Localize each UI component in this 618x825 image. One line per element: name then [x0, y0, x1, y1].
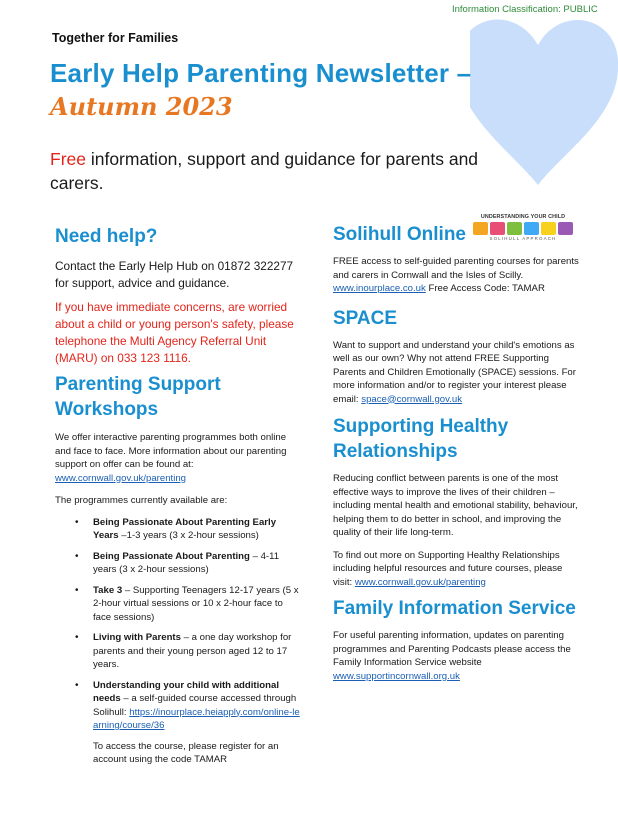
space-heading: SPACE: [333, 307, 398, 329]
space-body-text: Want to support and understand your child's emotions as well as our own? Why not attend FREE Supporting Parents and Children Emotionally (SPACE) sessions. For more information and/or to register your interest please email:: [333, 339, 576, 405]
programmes-list: [55, 516, 303, 733]
kicker: Together for Families: [52, 31, 179, 45]
workshops-heading-line2: Workshops: [55, 399, 159, 420]
programme-detail: –1-3 years (3 x 2-hour sessions): [118, 530, 259, 541]
relationships-heading-line2: Relationships: [333, 441, 458, 462]
intro-rest: information, support and guidance for parents and carers.: [50, 149, 479, 193]
workshops-heading: [55, 372, 303, 422]
intro-text: [50, 147, 520, 195]
solihull-heading: Solihull Online: [333, 224, 466, 245]
classification-label: Information Classification: PUBLIC: [452, 4, 598, 15]
fis-heading: Family Information Service: [333, 598, 576, 619]
programme-item: [55, 516, 303, 543]
bullet: •: [75, 584, 79, 596]
logo-bottom-text: SOLIHULL APPROACH: [489, 236, 557, 241]
workshops-heading-line1: Parenting Support: [55, 374, 221, 395]
solihull-body: [333, 255, 581, 296]
programme-name: Being Passionate About Parenting Early Years: [93, 516, 277, 541]
page-title: Early Help Parenting Newsletter –: [50, 58, 472, 88]
programme-item: [55, 631, 303, 672]
relationships-more: [333, 549, 581, 590]
bullet: •: [75, 679, 79, 691]
programme-item: [55, 584, 303, 625]
programme-name: Being Passionate About Parenting: [93, 550, 250, 562]
programmes-label: The programmes currently available are:: [55, 495, 228, 506]
workshops-intro-link[interactable]: www.cornwall.gov.uk/parenting: [55, 472, 186, 484]
relationships-body: Reducing conflict between parents is one of the most effective ways to improve the lives of their children – including mental health and emotional stability, behaviour, helping them to do better in school, and improving the quality of their life long-term.: [333, 473, 578, 538]
programme-detail: – a one day workshop for parents and their young person aged 12 to 17 years.: [93, 632, 292, 670]
fis-link[interactable]: www.supportincornwall.org.uk: [333, 670, 460, 682]
access-note: To access the course, please register for an account using the code TAMAR: [93, 740, 279, 765]
intro-free: Free: [50, 149, 86, 169]
fis-body: [333, 629, 581, 683]
need-help-warning: If you have immediate concerns, are worried about a child or young person's safety, please telephone the Multi Agency Referral Unit (MARU) on 033 123 1116.: [55, 300, 294, 365]
relationships-more-text: To find out more on Supporting Healthy Relationships including helpful resources and future courses, please visit:: [333, 549, 563, 588]
fis-body-text: For useful parenting information, updates on parenting programmes and Parenting Podcasts please access the Family Information Service website: [333, 630, 571, 668]
programme-detail: – 4-11 years (3 x 2-hour sessions): [93, 550, 280, 575]
left-column: [55, 224, 303, 767]
programme-item: [55, 679, 303, 733]
relationships-link[interactable]: www.cornwall.gov.uk/parenting: [354, 576, 486, 588]
need-help-body: Contact the Early Help Hub on 01872 322277 for support, advice and guidance.: [55, 259, 294, 290]
solihull-body-text: FREE access to self-guided parenting courses for parents and carers in Cornwall and the Isles of Scilly.: [333, 256, 579, 281]
programme-name: Living with Parents: [93, 632, 181, 643]
workshops-intro-text: We offer interactive parenting programmes both online and face to face. More information about our parenting support on offer can be found at:: [55, 432, 287, 470]
logo-top-text: UNDERSTANDING YOUR CHILD: [480, 214, 566, 220]
programme-detail: – a self-guided course accessed through Solihull:: [93, 693, 297, 718]
programme-detail: – Supporting Teenagers 12-17 years (5 x 2-hour virtual sessions or 10 x 2-hour face to face sessions): [93, 584, 299, 623]
relationships-heading-line1: Supporting Healthy: [333, 416, 509, 437]
bullet: •: [75, 550, 79, 562]
need-help-heading: Need help?: [55, 226, 158, 247]
programme-name: Understanding your child with additional needs: [93, 679, 280, 704]
programme-item: [55, 550, 303, 577]
solihull-link[interactable]: www.inourplace.co.uk: [333, 283, 426, 294]
space-body: [333, 339, 581, 407]
right-column: [333, 222, 581, 683]
space-email-link[interactable]: space@cornwall.gov.uk: [361, 393, 463, 405]
solihull-course-link[interactable]: https://inourplace.heiapply.com/online-learning/course/36: [93, 706, 300, 731]
bullet: •: [75, 632, 79, 643]
programme-name: Take 3: [93, 584, 123, 596]
workshops-intro: [55, 431, 303, 485]
relationships-heading: [333, 414, 581, 464]
solihull-body-after: Free Access Code: TAMAR: [425, 283, 545, 294]
page-subtitle: Autumn 2023: [50, 92, 233, 121]
bullet: •: [75, 516, 79, 528]
